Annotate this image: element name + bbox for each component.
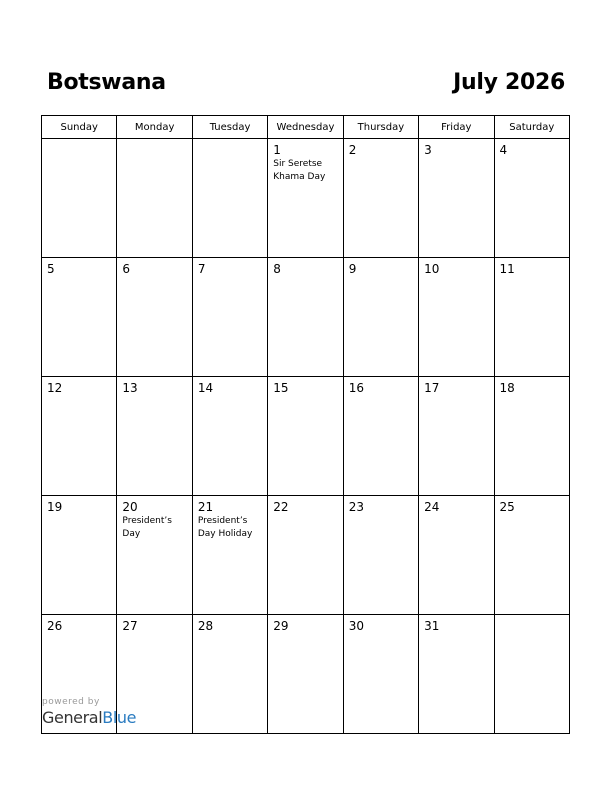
day-number: 28 xyxy=(197,619,214,633)
brand-general: General xyxy=(42,708,103,727)
weekday-thursday: Thursday xyxy=(343,116,418,139)
day-cell xyxy=(42,139,117,258)
day-number: 3 xyxy=(424,143,432,157)
month-year-title: July 2026 xyxy=(453,70,565,95)
day-number: 2 xyxy=(348,143,357,157)
day-number: 31 xyxy=(424,619,440,633)
day-number: 16 xyxy=(348,381,364,395)
day-cell xyxy=(117,258,192,377)
day-cell xyxy=(494,496,569,615)
day-number: 8 xyxy=(273,262,281,276)
day-cell xyxy=(419,496,494,615)
day-number: 30 xyxy=(348,619,364,633)
day-number: 10 xyxy=(424,262,440,276)
weekday-monday: Monday xyxy=(117,116,192,139)
day-number: 26 xyxy=(47,619,63,633)
week-row xyxy=(42,377,570,496)
day-number: 29 xyxy=(273,619,289,633)
day-number: 19 xyxy=(47,500,63,514)
day-number: 4 xyxy=(499,143,508,157)
day-cell xyxy=(494,139,569,258)
day-cell xyxy=(343,139,418,258)
day-cell xyxy=(268,258,343,377)
day-number: 17 xyxy=(424,381,440,395)
day-cell xyxy=(343,615,418,734)
weekday-header-row xyxy=(42,116,570,139)
weekday-sunday: Sunday xyxy=(42,116,117,139)
day-number: 21 xyxy=(197,500,214,514)
day-number: 20 xyxy=(122,500,138,514)
day-cell xyxy=(192,615,267,734)
day-cell xyxy=(494,377,569,496)
powered-by-text: powered by xyxy=(42,697,100,707)
day-cell xyxy=(343,258,418,377)
day-cell xyxy=(42,496,117,615)
weekday-wednesday: Wednesday xyxy=(268,116,343,139)
day-number: 27 xyxy=(122,619,138,633)
day-cell xyxy=(268,139,343,258)
day-number: 14 xyxy=(197,381,214,395)
day-number: 18 xyxy=(499,381,515,395)
week-row xyxy=(42,139,570,258)
day-number: 23 xyxy=(348,500,364,514)
brand-blue: Blue xyxy=(102,708,137,727)
day-cell xyxy=(419,377,494,496)
day-cell xyxy=(42,377,117,496)
holiday-label: President’s Day xyxy=(122,516,172,539)
day-cell xyxy=(192,377,267,496)
holiday-label: Sir Seretse Khama Day xyxy=(273,159,326,182)
day-cell xyxy=(419,615,494,734)
day-number: 25 xyxy=(499,500,515,514)
day-cell xyxy=(268,496,343,615)
calendar-grid xyxy=(41,115,570,734)
day-cell xyxy=(268,377,343,496)
day-cell xyxy=(192,258,267,377)
day-cell xyxy=(268,615,343,734)
day-cell xyxy=(117,377,192,496)
week-row xyxy=(42,258,570,377)
day-number: 22 xyxy=(273,500,289,514)
day-number: 15 xyxy=(273,381,289,395)
day-cell xyxy=(192,496,267,615)
day-cell xyxy=(494,615,569,734)
day-number: 1 xyxy=(273,143,281,157)
day-cell xyxy=(117,496,192,615)
day-cell xyxy=(419,139,494,258)
day-number: 12 xyxy=(47,381,63,395)
day-cell xyxy=(419,258,494,377)
weekday-tuesday: Tuesday xyxy=(192,116,267,139)
country-title: Botswana xyxy=(47,70,166,95)
calendar-body xyxy=(42,139,570,734)
day-cell xyxy=(494,258,569,377)
day-number: 11 xyxy=(499,262,515,276)
day-cell xyxy=(42,258,117,377)
day-cell xyxy=(343,496,418,615)
day-number: 24 xyxy=(424,500,440,514)
day-number: 7 xyxy=(197,262,206,276)
day-cell xyxy=(192,139,267,258)
day-number: 9 xyxy=(348,262,357,276)
weekday-saturday: Saturday xyxy=(494,116,569,139)
day-number: 6 xyxy=(122,262,131,276)
weekday-friday: Friday xyxy=(419,116,494,139)
week-row xyxy=(42,496,570,615)
day-cell xyxy=(343,377,418,496)
holiday-label: President’s Day Holiday xyxy=(197,516,253,539)
generalblue-logo[interactable] xyxy=(42,708,136,727)
day-number: 13 xyxy=(122,381,138,395)
day-cell xyxy=(117,139,192,258)
day-number: 5 xyxy=(47,262,55,276)
footer-brand xyxy=(42,697,136,727)
